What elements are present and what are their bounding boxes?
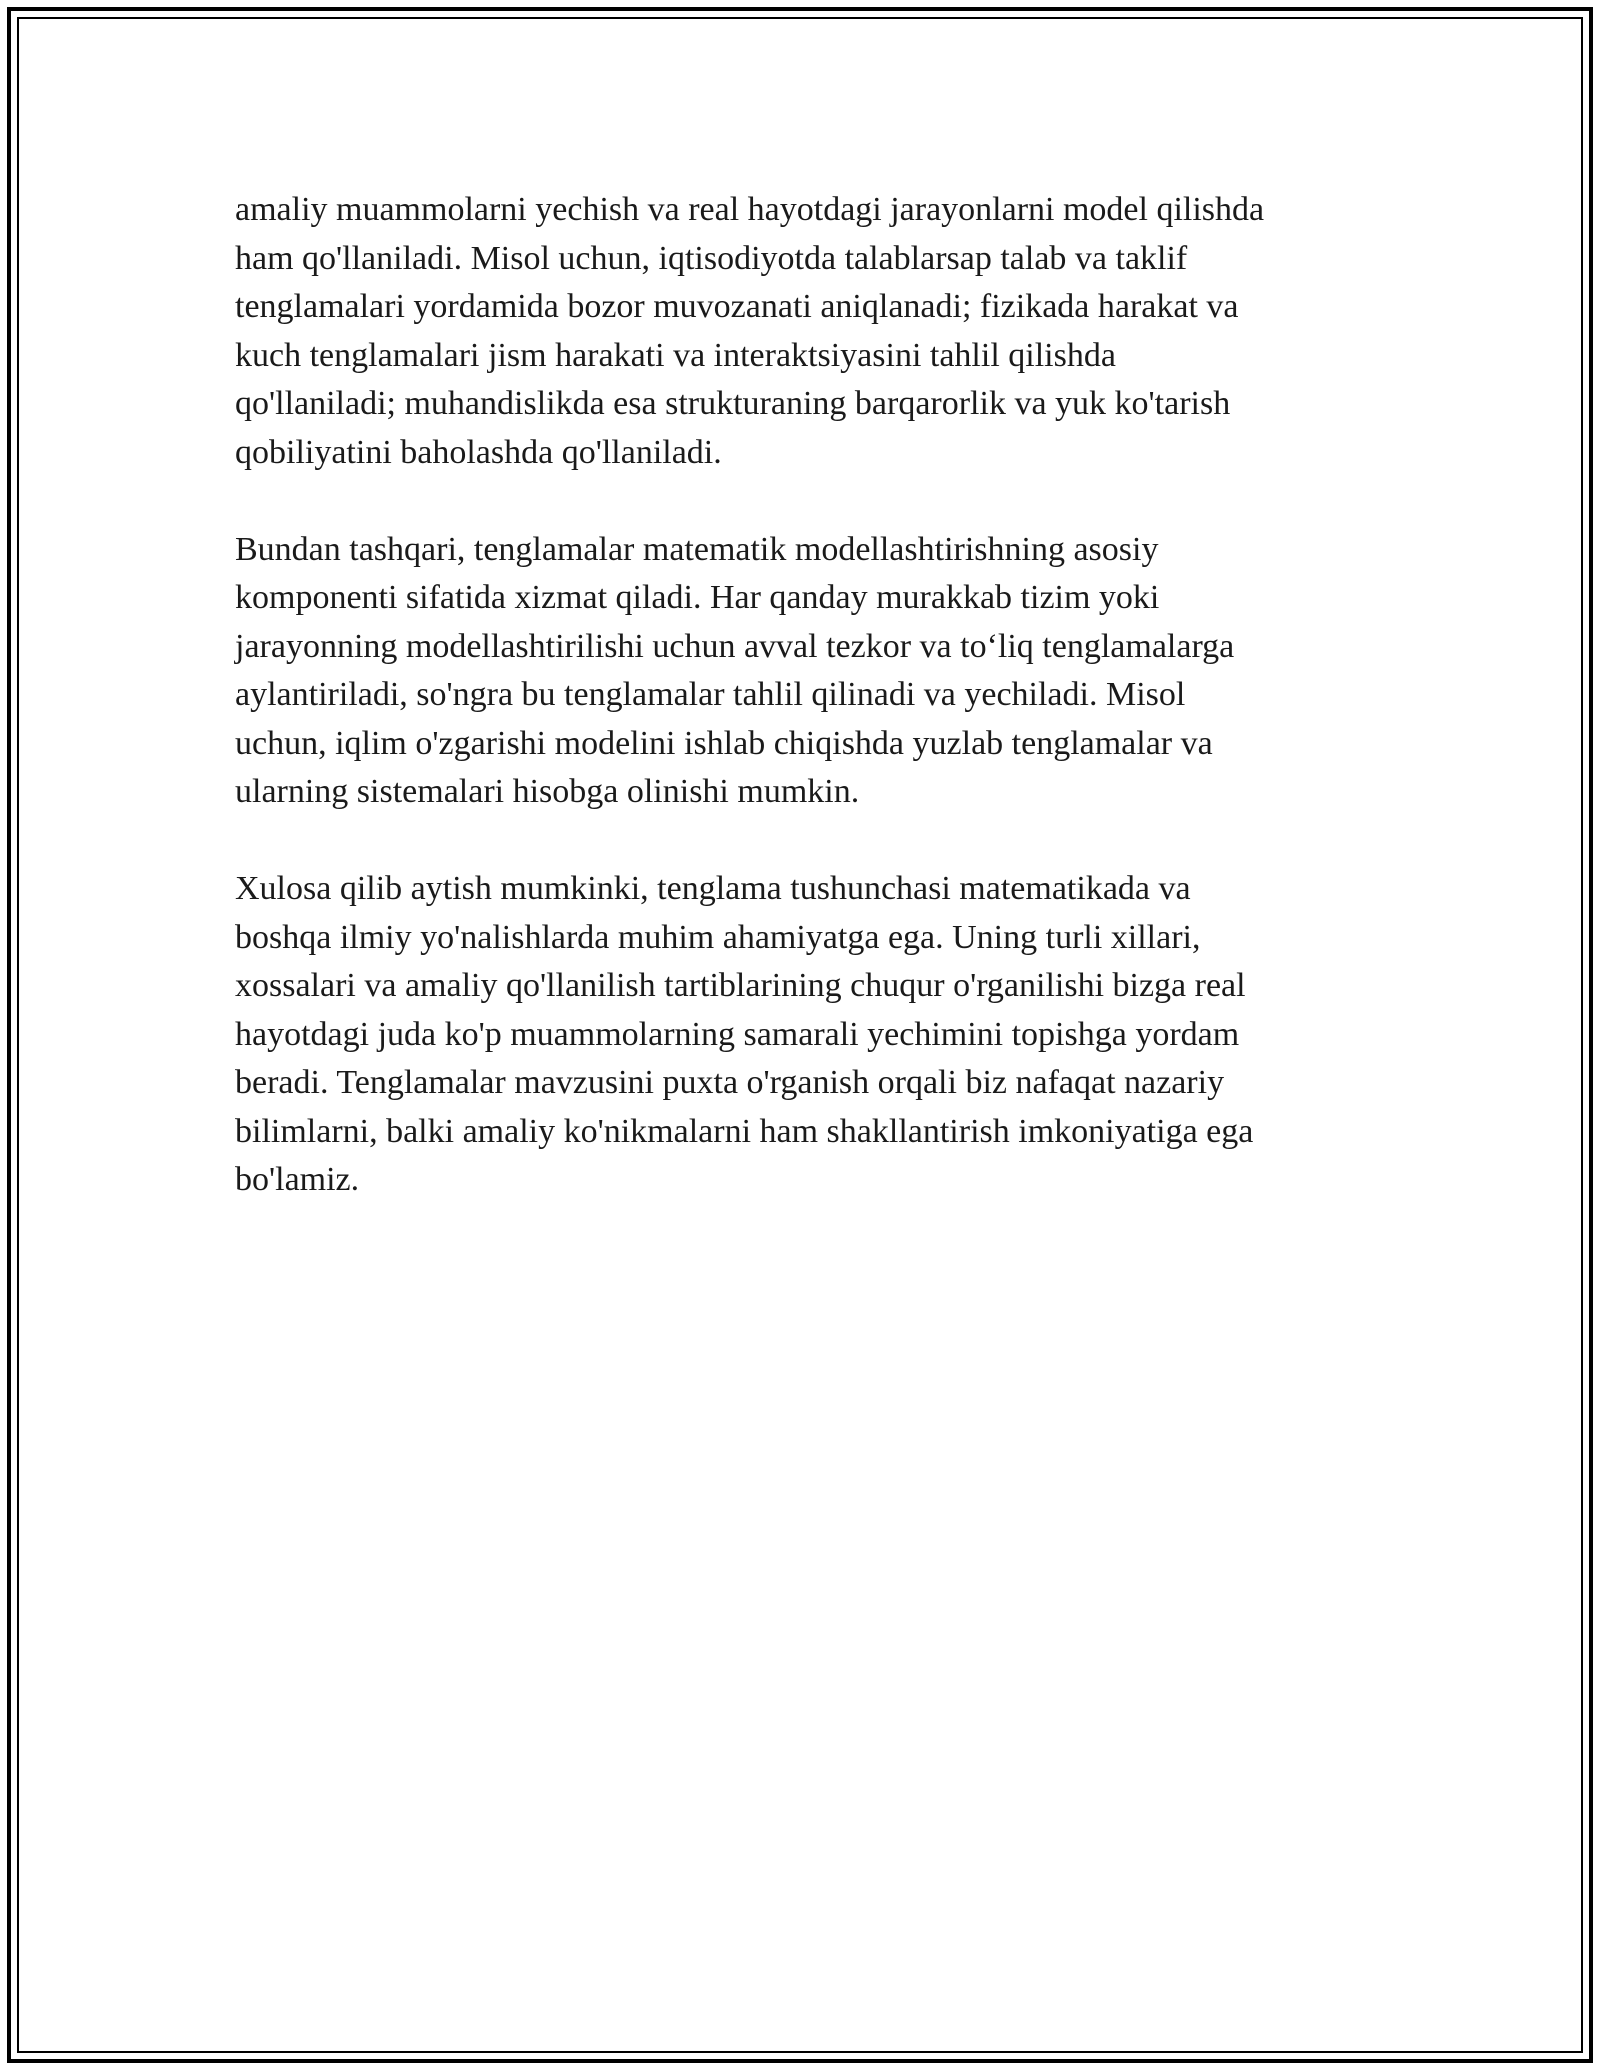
- text-line: komponenti sifatida xizmat qiladi. Har qanday murakkab tizim yoki: [235, 579, 1160, 616]
- text-line: kuch tenglamalari jism harakati va interaktsiyasini tahlil qilishda: [235, 336, 1116, 374]
- text-line: ularning sistemalari hisobga olinishi mumkin.: [235, 773, 860, 810]
- paragraph-3: [235, 865, 1365, 1205]
- text-line: bilimlarni, balki amaliy ko'nikmalarni ham shakllantirish imkoniyatiga ega: [235, 1112, 1254, 1150]
- text-line: Xulosa qilib aytish mumkinki, tenglama tushunchasi matematikada va: [235, 870, 1191, 907]
- text-line: tenglamalari yordamida bozor muvozanati aniqlanadi; fizikada harakat va: [235, 288, 1239, 325]
- text-line: hayotdagi juda ko'p muammolarning samarali yechimini topishga yordam: [235, 1015, 1240, 1053]
- text-line: qobiliyatini baholashda qo'llaniladi.: [235, 433, 722, 471]
- text-line: qo'llaniladi; muhandislikda esa strukturaning barqarorlik va yuk ko'tarish: [235, 385, 1231, 422]
- text-line: Bundan tashqari, tenglamalar matematik modellashtirishning asosiy: [235, 530, 1159, 568]
- paragraph-2: [235, 526, 1365, 817]
- text-line: bo'lamiz.: [235, 1161, 360, 1198]
- text-line: ham qo'llaniladi. Misol uchun, iqtisodiyotda talablarsap talab va taklif: [235, 239, 1188, 277]
- document-body: [235, 186, 1365, 1253]
- text-line: uchun, iqlim o'zgarishi modelini ishlab chiqishda yuzlab tenglamalar va: [235, 724, 1213, 762]
- text-line: boshqa ilmiy yo'nalishlarda muhim ahamiyatga ega. Uning turli xillari,: [235, 918, 1201, 956]
- text-line: beradi. Tenglamalar mavzusini puxta o'rganish orqali biz nafaqat nazariy: [235, 1064, 1225, 1101]
- text-line: aylantiriladi, so'ngra bu tenglamalar tahlil qilinadi va yechiladi. Misol: [235, 676, 1186, 713]
- text-line: amaliy muammolarni yechish va real hayotdagi jarayonlarni model qilishda: [235, 191, 1265, 228]
- paragraph-1: [235, 186, 1365, 477]
- text-line: xossalari va amaliy qo'llanilish tartiblarining chuqur o'rganilishi bizga real: [235, 967, 1246, 1004]
- text-line: jarayonning modellashtirilishi uchun avval tezkor va to‘liq tenglamalarga: [235, 627, 1235, 665]
